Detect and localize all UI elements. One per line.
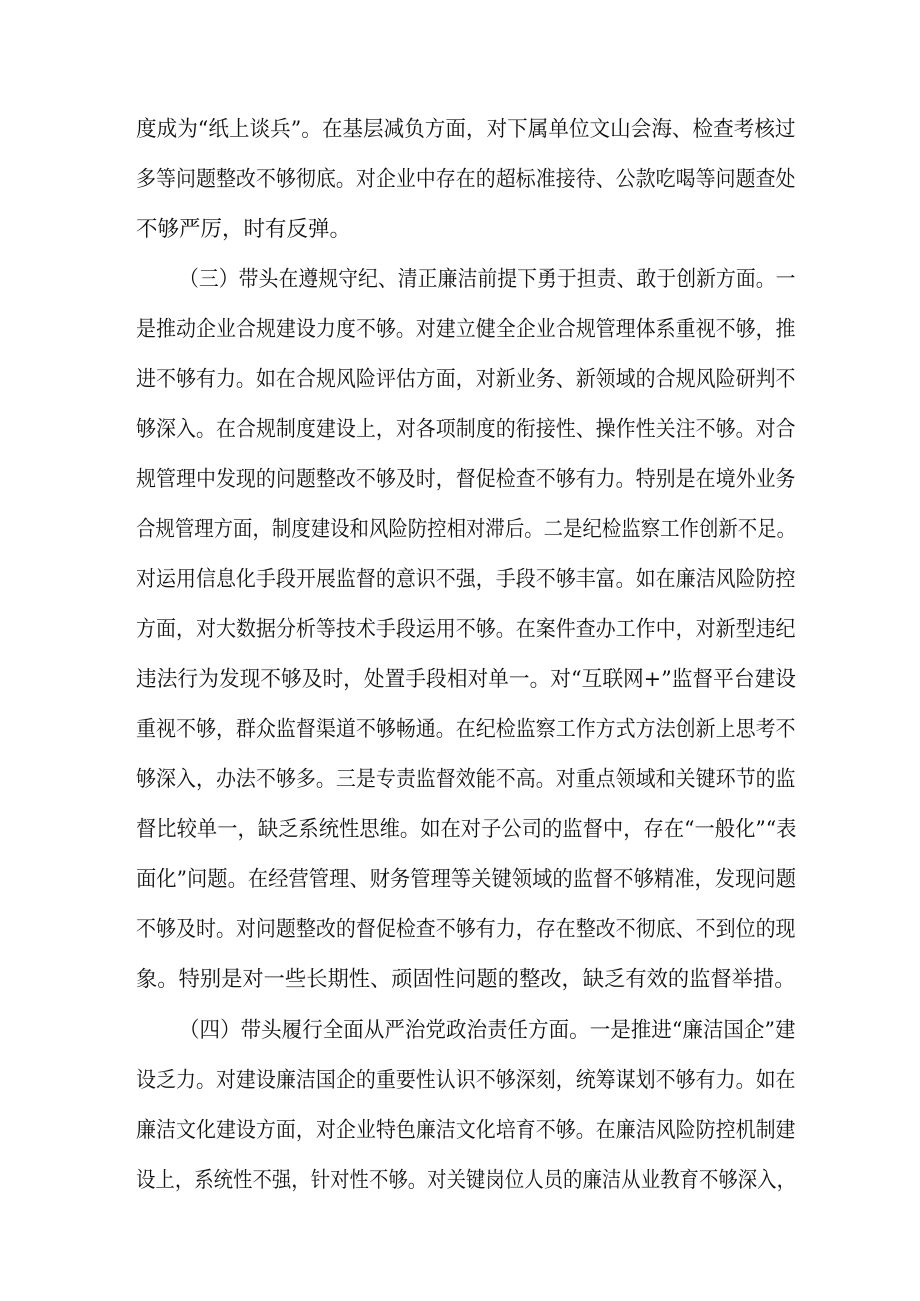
text-line: 设乏力。对建设廉洁国企的重要性认识不够深刻，统筹谋划不够有力。如在 (136, 1068, 796, 1093)
text-line: 督比较单一，缺乏系统性思维。如在对子公司的监督中，存在“一般化”“表 (136, 817, 797, 842)
text-line: 廉洁文化建设方面，对企业特色廉洁文化培育不够。在廉洁风险防控机制建 (136, 1118, 796, 1143)
text-line: 方面，对大数据分析等技术手段运用不够。在案件查办工作中，对新型违纪 (136, 617, 796, 642)
text-line: 度成为“纸上谈兵”。在基层减负方面，对下属单位文山会海、检查考核过 (136, 117, 796, 142)
text-line: 够深入，办法不够多。三是专责监督效能不高。对重点领域和关键环节的监 (136, 767, 796, 792)
text-line: （四）带头履行全面从严治党政治责任方面。一是推进“廉洁国企”建 (179, 1018, 796, 1043)
text-line: 不够及时。对问题整改的督促检查不够有力，存在整改不彻底、不到位的现 (136, 917, 796, 942)
text-line: 违法行为发现不够及时，处置手段相对单一。对“互联网+”监督平台建设 (136, 667, 797, 692)
text-line: （三）带头在遵规守纪、清正廉洁前提下勇于担责、敢于创新方面。一 (179, 267, 796, 292)
text-line: 设上，系统性不强，针对性不够。对关键岗位人员的廉洁从业教育不够深入， (136, 1168, 797, 1193)
text-line: 是推动企业合规建设力度不够。对建立健全企业合规管理体系重视不够，推 (136, 317, 796, 342)
text-line: 合规管理方面，制度建设和风险防控相对滞后。二是纪检监察工作创新不足。 (136, 517, 797, 542)
text-line: 面化”问题。在经营管理、财务管理等关键领域的监督不够精准，发现问题 (136, 867, 796, 892)
text-line: 够深入。在合规制度建设上，对各项制度的衔接性、操作性关注不够。对合 (136, 417, 796, 442)
text-line: 对运用信息化手段开展监督的意识不强，手段不够丰富。如在廉洁风险防控 (136, 567, 796, 592)
text-line: 象。特别是对一些长期性、顽固性问题的整改，缺乏有效的监督举措。 (136, 967, 796, 992)
text-line: 多等问题整改不够彻底。对企业中存在的超标准接待、公款吃喝等问题查处 (136, 167, 796, 192)
text-line: 重视不够，群众监督渠道不够畅通。在纪检监察工作方式方法创新上思考不 (136, 717, 796, 742)
text-line: 不够严厉，时有反弹。 (136, 217, 352, 242)
text-line: 规管理中发现的问题整改不够及时，督促检查不够有力。特别是在境外业务 (136, 467, 796, 492)
text-line: 进不够有力。如在合规风险评估方面，对新业务、新领域的合规风险研判不 (136, 367, 796, 392)
